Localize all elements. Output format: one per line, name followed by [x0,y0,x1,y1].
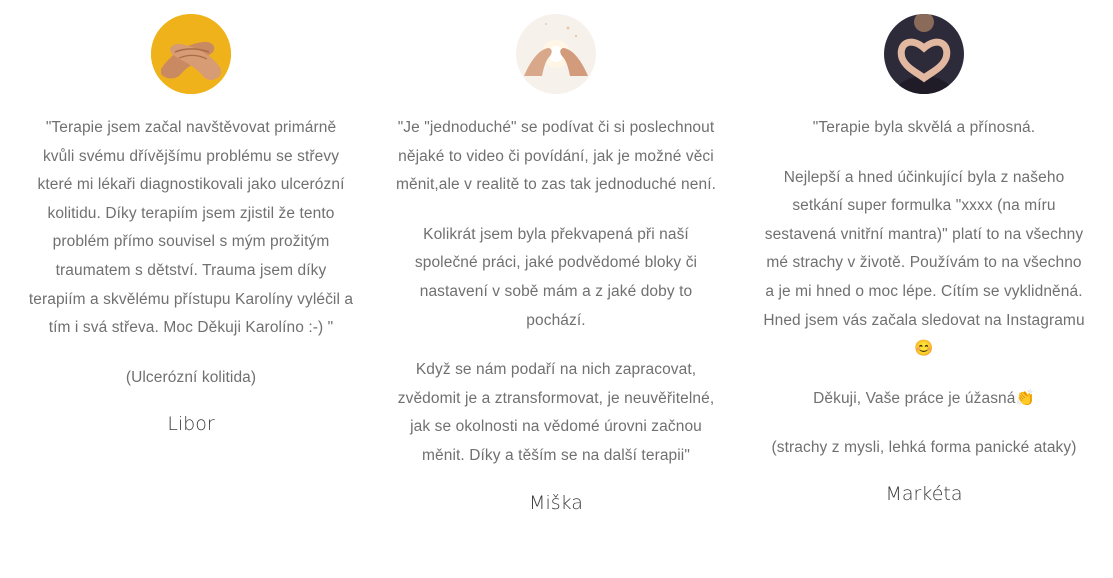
quote-paragraph: "Terapie byla skvělá a přínosná. [812,119,1036,136]
testimonial-quote [28,114,354,392]
author-name: Markéta [885,483,963,506]
quote-paragraph: "Terapie jsem začal navštěvovat primárně kvůli svému dřívějšímu problému se střevy které mi lékaři diagnostikovali jako ulcerózní kolitidu. Díky terapiím jsem zjistil že tento problém přímo souvisel s mým prožitým traumatem s dětství. Trauma jsem díky terapiím a skvělému přístupu Karolíny vyléčil a tím i svá střeva. Moc Děkuji Karolíno :-) " [28,119,354,337]
testimonial-quote [760,114,1088,462]
testimonial-miska [393,0,719,514]
quote-paragraph: Když se nám podaří na nich zapracovat, zvědomit je a ztransformovat, je neuvěřitelné, jak se okolnosti na vědomé úrovni začnou měnit. Díky a těším se na další terapii" [397,361,715,464]
quote-paragraph: Kolikrát jsem byla překvapená při naší společné práci, jaké podvědomé bloky či nastavení v sobě mám a z jaké doby to pochází. [414,225,698,329]
quote-paragraph: Děkuji, Vaše práce je úžasná👏 [813,389,1035,407]
hands-heart-light-icon [516,14,596,94]
testimonial-quote [393,114,719,471]
avatar-miska [516,14,596,94]
condition-label: (Ulcerózní kolitida) [125,368,257,386]
avatar-libor [151,14,231,94]
author-name: Miška [529,491,583,514]
testimonial-marketa [760,0,1088,505]
avatar-marketa [884,14,964,94]
hands-on-chest-icon [151,14,231,94]
condition-label: (strachy z mysli, lehká forma panické ataky) [771,439,1077,457]
testimonial-libor [28,0,354,435]
author-name: Libor [167,412,215,435]
quote-paragraph: "Je "jednoduché" se podívat či si poslechnout nějaké to video či povídání, jak je možné věci měnit,ale v realitě to zas tak jednoduché není. [395,119,717,194]
heart-hands-dark-icon [884,14,964,94]
quote-paragraph: Nejlepší a hned účinkující byla z našeho setkání super formulka "xxxx (na míru sestavená vnitřní mantra)" platí to na všechny mé strachy v životě. Používám to na všechno a je mi hned o moc lépe. Cítím se vyklidněná. Hned jsem vás začala sledovat na Instagramu😊 [763,168,1085,358]
